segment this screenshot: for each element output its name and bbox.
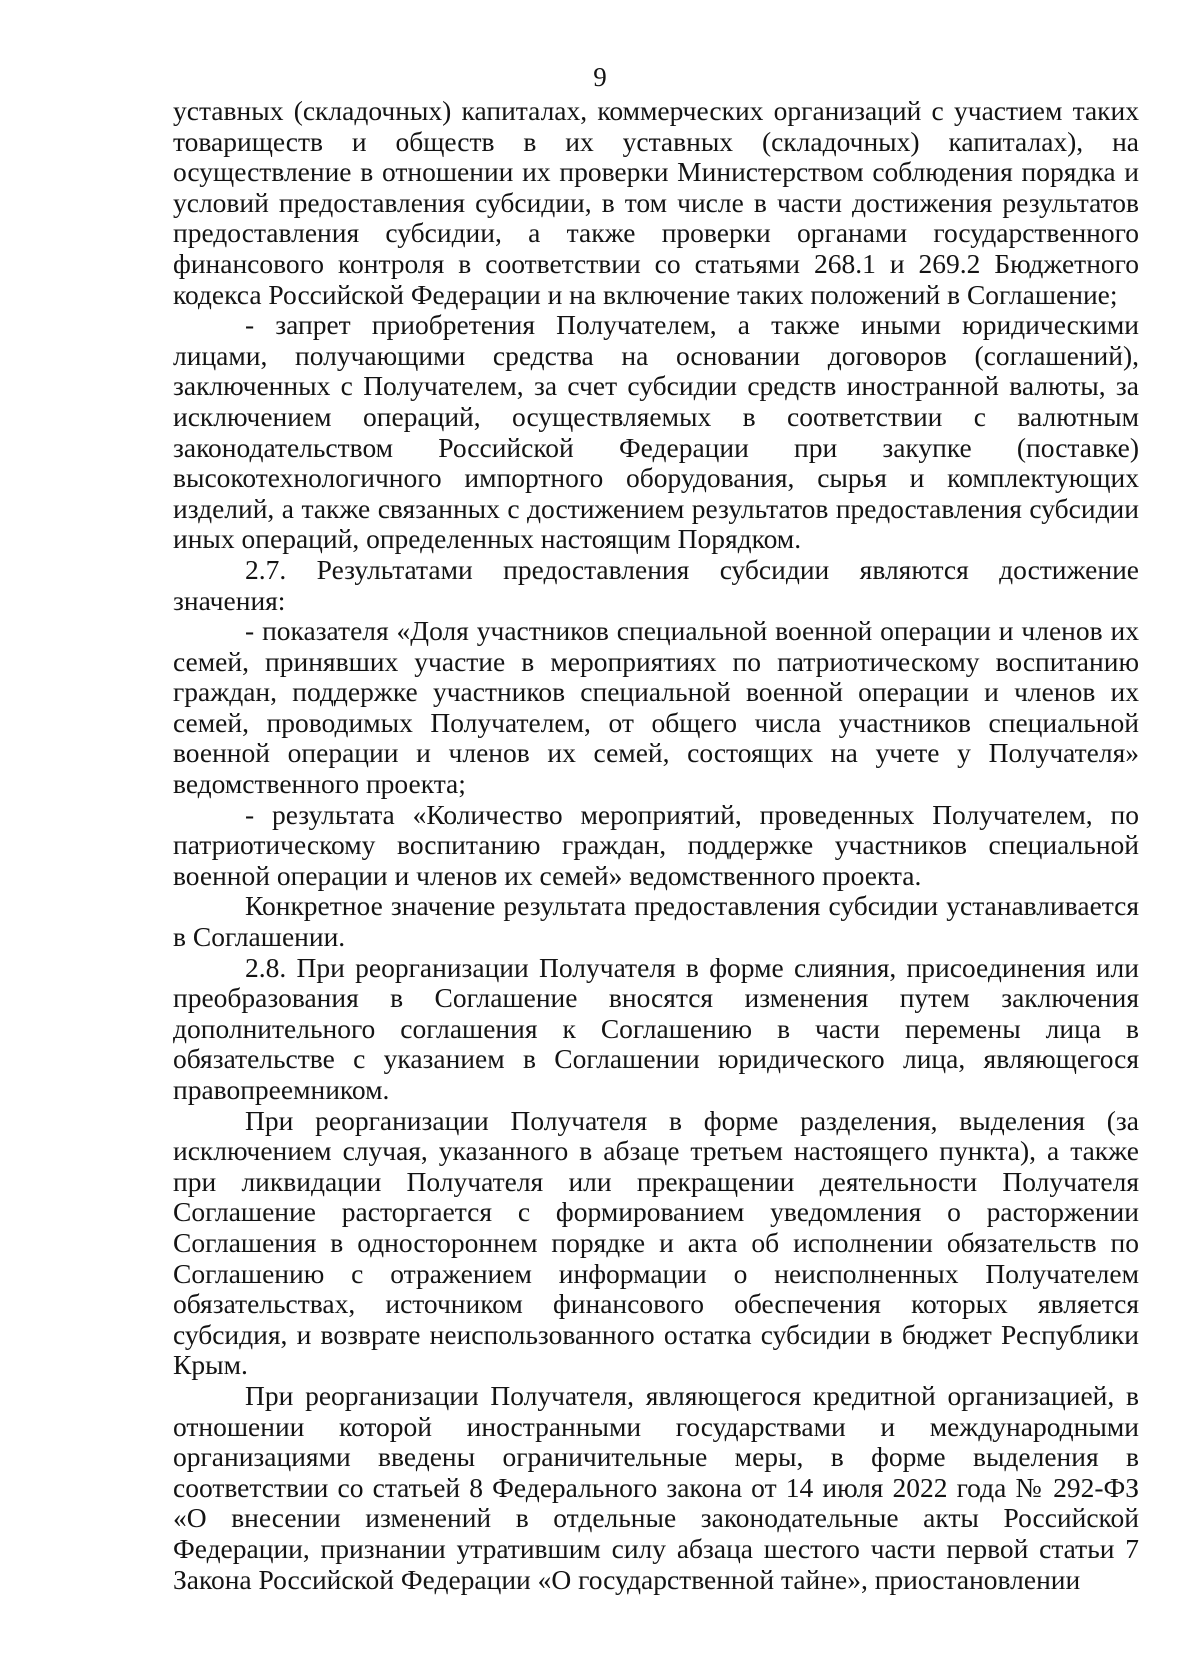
- paragraph-recipient-consent: уставных (складочных) капиталах, коммерческих организаций с участием таких товариществ и обществ в их уставных (складочных) капиталах), на осуществление в отношении их проверки Министерством соблюдения порядка и условий предоставления субсидии, в том числе в части достижения результатов предоставления субсидии, а также проверки органами государственного финансового контроля в соответствии со статьями 268.1 и 269.2 Бюджетного кодекса Российской Федерации и на включение таких положений в Соглашение;: [173, 95, 1139, 310]
- paragraph-result-events-count: - результата «Количество мероприятий, проведенных Получателем, по патриотическому воспитанию граждан, поддержке участников специальной военной операции и членов их семей» ведомственного проекта.: [173, 798, 1139, 891]
- paragraph-indicator-share: - показателя «Доля участников специальной военной операции и членов их семей, принявших участие в мероприятиях по патриотическому воспитанию граждан, поддержке участников специальной военной операции и членов их семей, проводимых Получателем, от общего числа участников специальной военной операции и членов их семей, состоящих на учете у Получателя» ведомственного проекта;: [173, 615, 1139, 800]
- page-number: 9: [593, 62, 607, 92]
- paragraph-reorganization-credit-org: При реорганизации Получателя, являющегося кредитной организацией, в отношении которой иностранными государствами и международными организациями введены ограничительные меры, в форме выделения в соответствии со статьей 8 Федерального закона от 14 июля 2022 года № 292-ФЗ «О внесении изменений в отдельные законодательные акты Российской Федерации, признании утратившим силу абзаца шестого части первой статьи 7 Закона Российской Федерации «О государственной тайне», приостановлении: [173, 1379, 1139, 1595]
- paragraph-foreign-currency-ban: - запрет приобретения Получателем, а также иными юридическими лицами, получающими средства на основании договоров (соглашений), заключенных с Получателем, за счет субсидии средств иностранной валюты, за исключением операций, осуществляемых в соответствии с валютным законодательством Российской Федерации при закупке (поставке) высокотехнологичного импортного оборудования, сырья и комплектующих изделий, а также связанных с достижением результатов предоставления субсидии иных операций, определенных настоящим Порядком.: [173, 309, 1139, 555]
- paragraph-reorganization-division: При реорганизации Получателя в форме разделения, выделения (за исключением случая, указанного в абзаце третьем настоящего пункта), а также при ликвидации Получателя или прекращении деятельности Получателя Соглашение расторгается с формированием уведомления о расторжении Соглашения в одностороннем порядке и акта об исполнении обязательств по Соглашению с отражением информации о неисполненных Получателем обязательствах, источником финансового обеспечения которых является субсидия, и возврате неиспользованного остатка субсидии в бюджет Республики Крым.: [173, 1104, 1139, 1381]
- paragraph-reorganization-2-8: 2.8. При реорганизации Получателя в форме слияния, присоединения или преобразования в Соглашение вносятся изменения путем заключения дополнительного соглашения к Соглашению в части перемены лица в обязательстве с указанием в Соглашении юридического лица, являющегося правопреемником.: [173, 951, 1139, 1105]
- paragraph-results-2-7: 2.7. Результатами предоставления субсидии являются достижение значения:: [173, 553, 1139, 616]
- paragraph-specific-value: Конкретное значение результата предоставления субсидии устанавливается в Соглашении.: [173, 890, 1139, 953]
- document-body: [173, 96, 1139, 1595]
